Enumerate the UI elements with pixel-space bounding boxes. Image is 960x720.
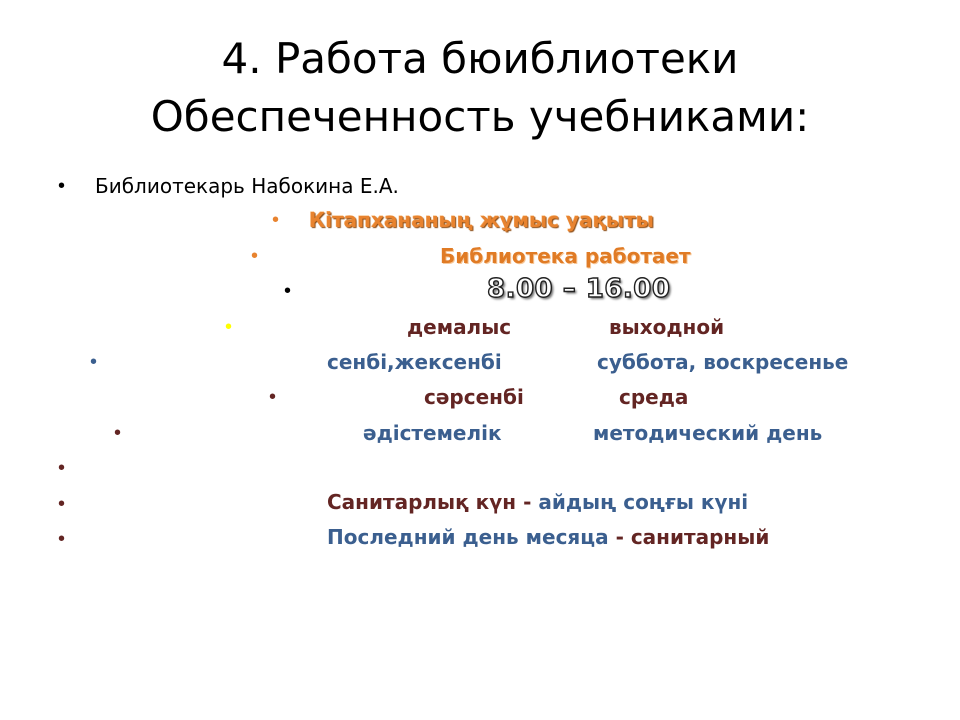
bullet: • [284,280,292,302]
bullet-empty: • [58,457,66,479]
working-hours-time: 8.00 – 16.00 [487,274,671,304]
method-day-kz: әдістемелік [363,421,502,445]
slide-title [0,30,960,146]
bullet: • [269,386,277,408]
day-off-kz: демалыс [407,315,512,339]
bullet: • [251,245,259,267]
sanitary-day-ru-value: - санитарный [615,525,770,549]
sanitary-day-kz-value: айдың соңғы күні [538,490,749,514]
bullet: • [272,209,280,231]
weekend-kz: сенбі,жексенбі [327,350,502,374]
sanitary-day-kz-label: Санитарлық күн - [327,490,532,514]
sanitary-day-ru-label: Последний день месяца [327,525,609,549]
title-line-2: Обеспеченность учебниками: [150,92,810,141]
title-line-1: 4. Работа бюиблиотеки [221,34,739,83]
wednesday-ru: среда [619,385,689,409]
sanitary-day-ru [327,525,769,549]
sanitary-day-kz [327,490,748,514]
hours-heading-kz: Кітапхананың жұмыс уақыты [309,208,654,232]
hours-heading-ru: Библиотека работает [440,244,691,268]
bullet: • [58,175,66,197]
librarian-text: Библиотекарь Набокина Е.А. [95,174,399,198]
bullet: • [114,422,122,444]
day-off-ru: выходной [609,315,725,339]
bullet: • [90,351,98,373]
wednesday-kz: сәрсенбі [424,385,524,409]
bullet: • [58,528,66,550]
method-day-ru: методический день [593,421,823,445]
bullet: • [225,316,233,338]
bullet: • [58,493,66,515]
weekend-ru: суббота, воскресенье [597,350,849,374]
